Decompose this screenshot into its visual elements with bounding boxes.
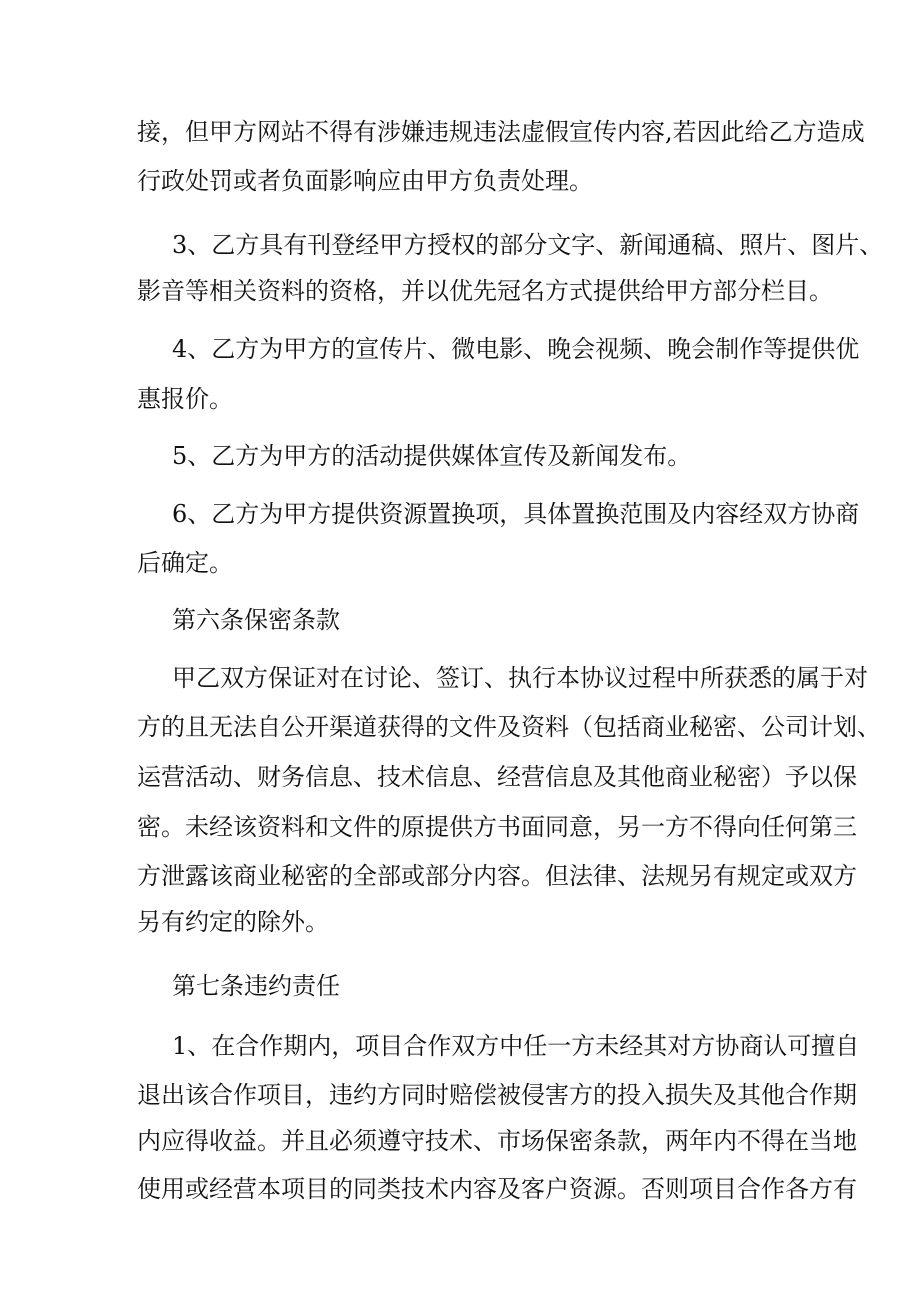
- list-item-6-line: 6、乙方为甲方提供资源置换项，具体置换范围及内容经双方协商: [172, 500, 860, 528]
- section-heading: 第六条保密条款: [172, 606, 340, 634]
- paragraph-line: 行政处罚或者负面影响应由甲方负责处理。: [137, 167, 593, 195]
- section-heading: 第七条违约责任: [172, 972, 340, 1000]
- paragraph-line: 方的且无法自公开渠道获得的文件及资料（包括商业秘密、公司计划、: [137, 713, 881, 741]
- paragraph-line: 接，但甲方网站不得有涉嫌违规违法虚假宣传内容,若因此给乙方造成: [137, 118, 865, 146]
- paragraph-line: 使用或经营本项目的同类技术内容及客户资源。否则项目合作各方有: [137, 1175, 857, 1203]
- paragraph-line: 1、在合作期内，项目合作双方中任一方未经其对方协商认可擅自: [172, 1032, 860, 1060]
- paragraph-line: 方泄露该商业秘密的全部或部分内容。但法律、法规另有规定或双方: [137, 862, 857, 890]
- list-item-5-line: 5、乙方为甲方的活动提供媒体宣传及新闻发布。: [172, 442, 692, 470]
- paragraph-line: 另有约定的除外。: [137, 908, 329, 936]
- list-item-3-line: 3、乙方具有刊登经甲方授权的部分文字、新闻通稿、照片、图片、: [172, 231, 884, 259]
- list-item-4-line: 惠报价。: [137, 385, 233, 413]
- paragraph-line: 退出该合作项目，违约方同时赔偿被侵害方的投入损失及其他合作期: [137, 1081, 857, 1109]
- list-item-3-line: 影音等相关资料的资格，并以优先冠名方式提供给甲方部分栏目。: [137, 277, 833, 305]
- paragraph-line: 运营活动、财务信息、技术信息、经营信息及其他商业秘密）予以保: [137, 763, 857, 791]
- paragraph-line: 内应得收益。并且必须遵守技术、市场保密条款，两年内不得在当地: [137, 1127, 857, 1155]
- list-item-4-line: 4、乙方为甲方的宣传片、微电影、晚会视频、晚会制作等提供优: [172, 335, 860, 363]
- paragraph-line: 甲乙双方保证对在讨论、签订、执行本协议过程中所获悉的属于对: [172, 664, 868, 692]
- paragraph-line: 密。未经该资料和文件的原提供方书面同意，另一方不得向任何第三: [137, 813, 857, 841]
- list-item-6-line: 后确定。: [137, 549, 233, 577]
